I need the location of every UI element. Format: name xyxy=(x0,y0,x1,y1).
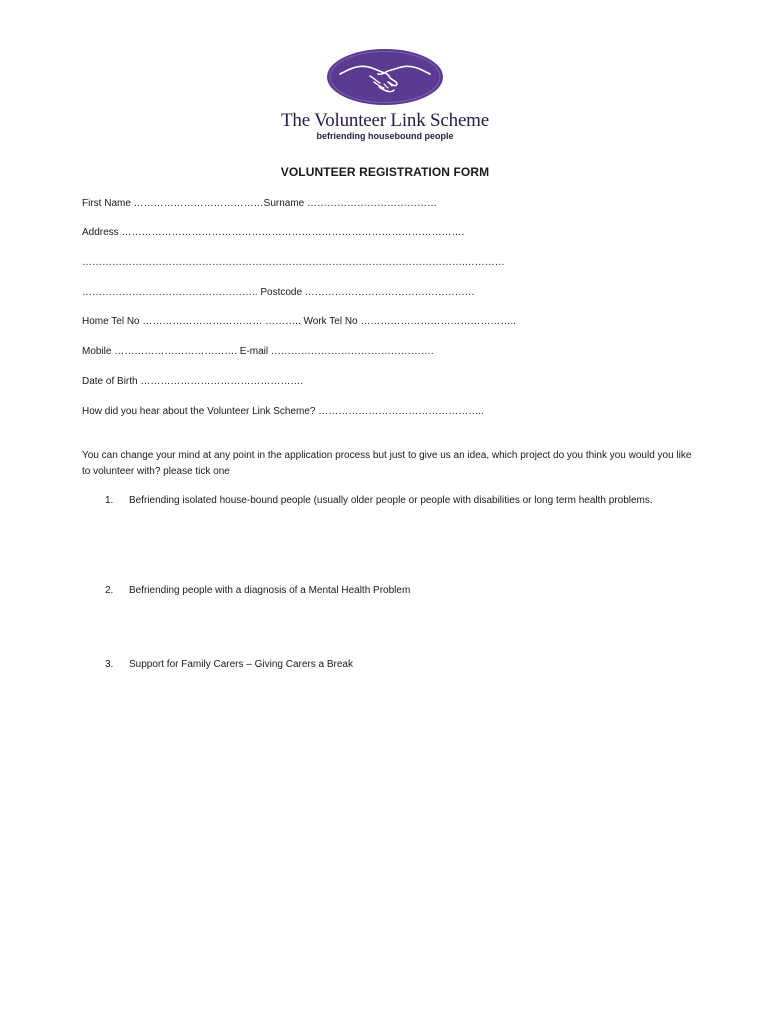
project-number: 2. xyxy=(105,585,114,596)
project-number: 1. xyxy=(105,495,114,506)
mobile-email-fields[interactable]: Mobile ………………………………. E-mail …………………………………………. xyxy=(82,346,434,357)
project-label: Befriending people with a diagnosis of a Mental Health Problem xyxy=(129,585,411,596)
organisation-tagline: befriending housebound people xyxy=(316,131,454,141)
referral-source-field[interactable]: How did you hear about the Volunteer Link Scheme? ………………………………………….. xyxy=(82,406,484,417)
project-label: Support for Family Carers – Giving Carers a Break xyxy=(129,659,353,670)
organisation-name: The Volunteer Link Scheme xyxy=(281,110,489,131)
project-label: Befriending isolated house-bound people (usually older people or people with disabilities or long term health problems. xyxy=(129,495,653,506)
date-of-birth-field[interactable]: Date of Birth …………………………………………. xyxy=(82,376,304,387)
project-number: 3. xyxy=(105,659,114,670)
project-intro-text: You can change your mind at any point in the application process but just to give us an idea, which project do you think you would you like to volunteer with? please tick one xyxy=(82,450,692,477)
address-field-line-2[interactable]: …………………………………………………………………………………………………….………… xyxy=(82,257,505,268)
handshake-logo-icon xyxy=(326,48,444,106)
first-name-surname-field[interactable]: First Name …………………………………Surname ………………………………… xyxy=(82,198,438,209)
address-postcode-field[interactable]: …………………………………………….. Postcode …………………………………………… xyxy=(82,287,475,298)
telephone-fields[interactable]: Home Tel No ……………………………… ……….. Work Tel No ……………………………………….. xyxy=(82,316,516,327)
address-field-line-1[interactable]: Address …………………………………………………………………………………………. xyxy=(82,227,465,238)
form-title: VOLUNTEER REGISTRATION FORM xyxy=(280,165,490,179)
